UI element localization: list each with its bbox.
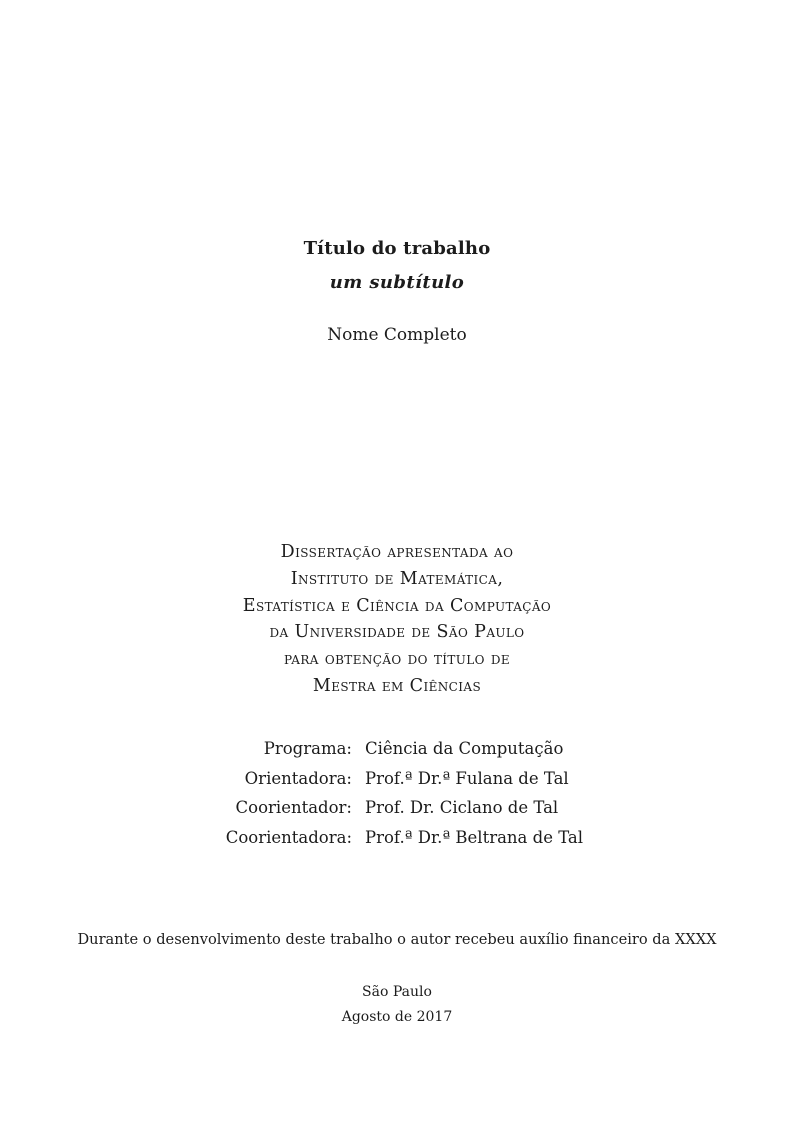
degree-statement-line: Mestra em Ciências [312,675,482,696]
coadvisor2-value: Prof.ª Dr.ª Beltrana de Tal [365,827,584,847]
publication-location: São Paulo [362,984,432,1000]
coadvisor-label: Coorientador: [235,798,352,818]
coadvisor2-label: Coorientadora: [225,827,352,847]
program-value: Ciência da Computação [365,739,564,758]
funding-note: Durante o desenvolvimento deste trabalho o autor recebeu auxílio financeiro da XXXX [77,931,717,948]
degree-statement-line: para obtenção do título de [283,649,511,670]
degree-statement-line: Instituto de Matemática, [290,568,504,589]
program-label: Programa: [263,739,352,758]
advisor-label: Orientadora: [244,768,352,788]
advisor-value: Prof.ª Dr.ª Fulana de Tal [365,768,569,788]
work-subtitle: um subtítulo [329,272,465,293]
degree-statement-line: Estatística e Ciência da Computação [242,595,552,616]
author-name: Nome Completo [327,325,467,345]
degree-statement-line: Dissertação apresentada ao [280,542,514,562]
coadvisor-value: Prof. Dr. Ciclano de Tal [365,798,559,818]
work-title: Título do trabalho [303,238,491,259]
degree-statement-line: da Universidade de São Paulo [269,622,525,643]
publication-date: Agosto de 2017 [341,1009,453,1025]
degree-statement [0,539,794,700]
program-advisors-table [0,734,794,852]
